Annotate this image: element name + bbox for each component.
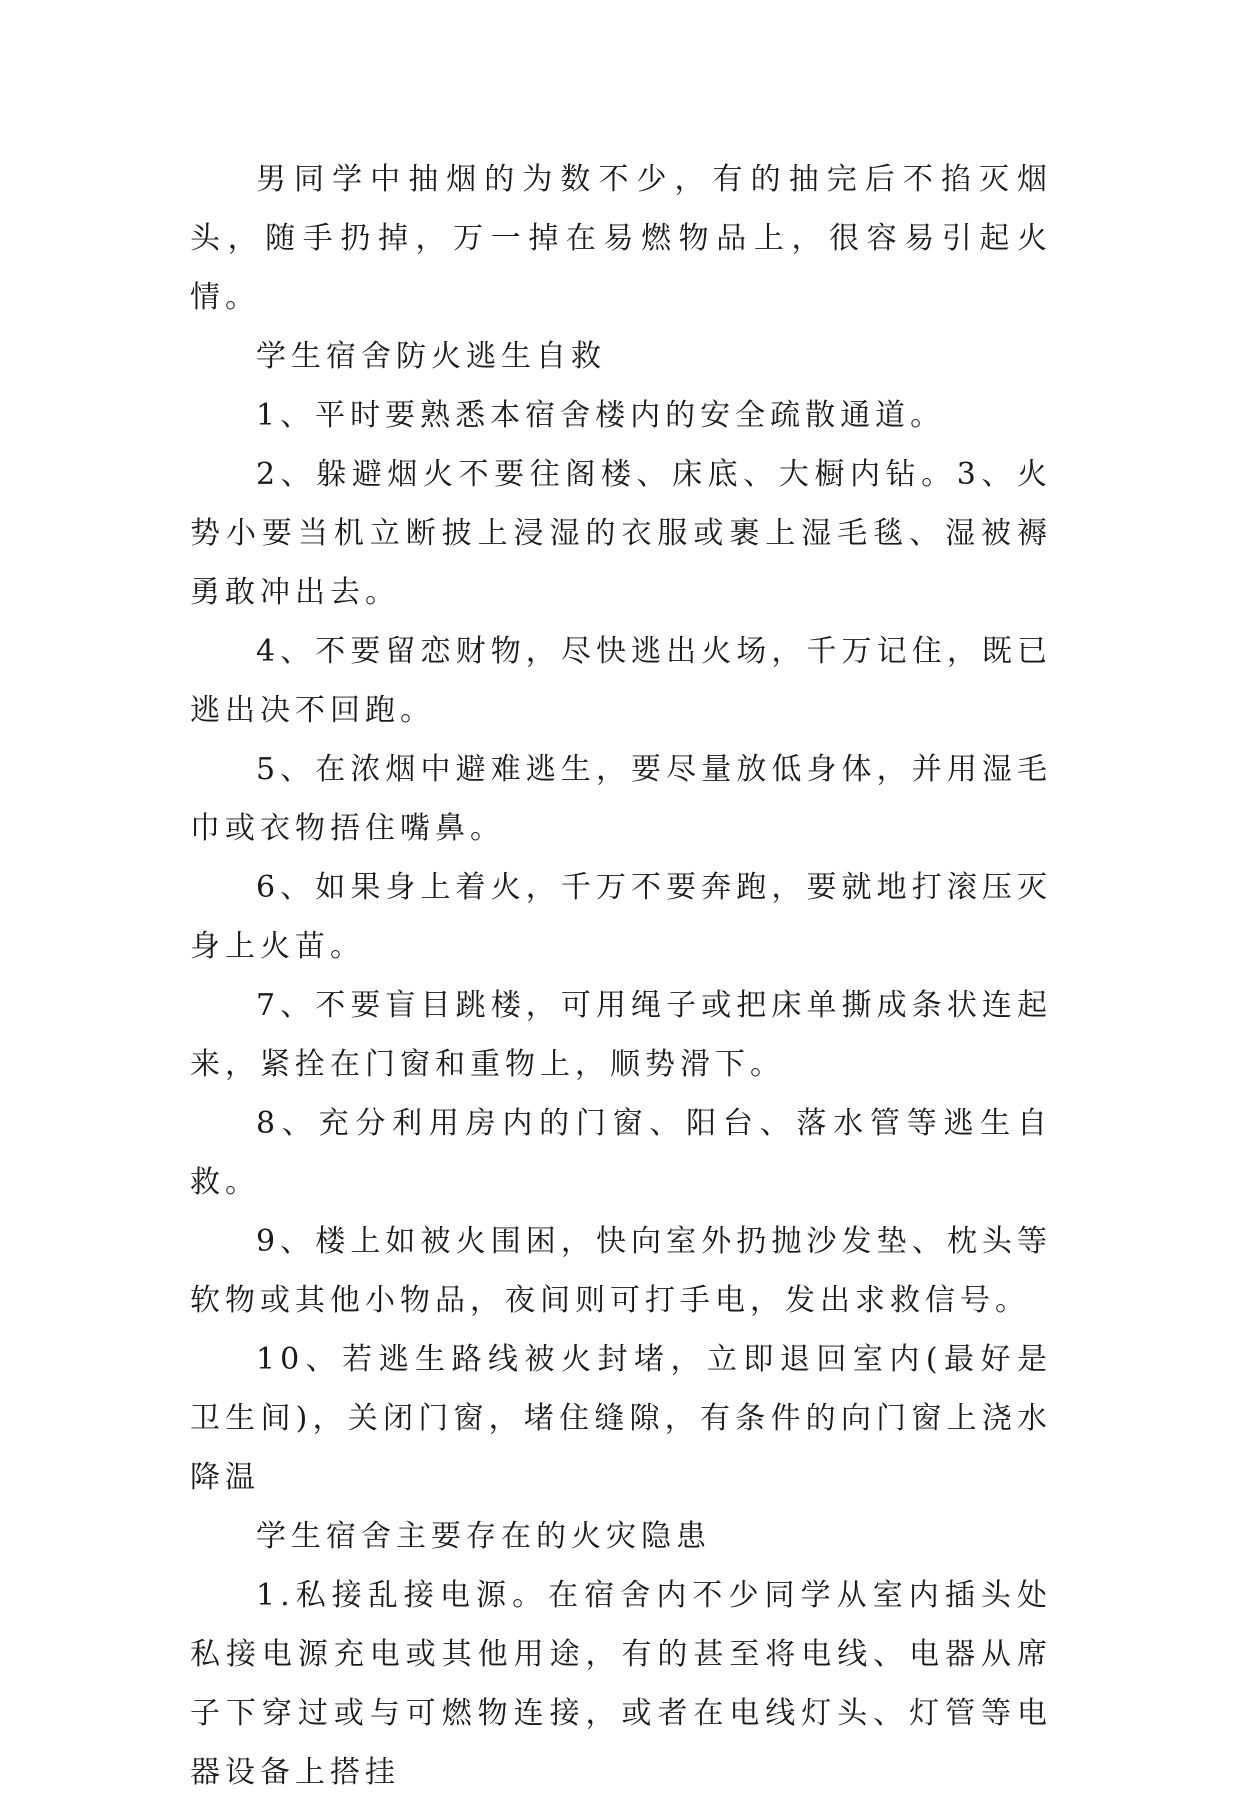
- paragraph-item-8: 8、充分利用房内的门窗、阳台、落水管等逃生自救。: [190, 1106, 1052, 1200]
- paragraph-hazard-1: 1.私接乱接电源。在宿舍内不少同学从室内插头处私接电源充电或其他用途，有的甚至将电线、电器从席子下穿过或与可燃物连接，或者在电线灯头、灯管等电器设备上搭挂: [190, 1578, 1052, 1790]
- paragraph-item-9: 9、楼上如被火围困，快向室外扔抛沙发垫、枕头等软物或其他小物品，夜间则可打手电，发出求救信号。: [190, 1224, 1052, 1318]
- paragraph-smoking: 男同学中抽烟的为数不少，有的抽完后不掐灭烟头，随手扔掉，万一掉在易燃物品上，很容易引起火情。: [190, 162, 1052, 315]
- heading-fire-hazards: 学生宿舍主要存在的火灾隐患: [256, 1519, 711, 1554]
- paragraph-item-7: 7、不要盲目跳楼，可用绳子或把床单撕成条状连起来，紧拴在门窗和重物上，顺势滑下。: [190, 988, 1052, 1082]
- document-page: [190, 150, 1052, 1802]
- paragraph-item-5: 5、在浓烟中避难逃生，要尽量放低身体，并用湿毛巾或衣物捂住嘴鼻。: [190, 752, 1052, 846]
- paragraph-item-6: 6、如果身上着火，千万不要奔跑，要就地打滚压灭身上火苗。: [190, 870, 1052, 964]
- paragraph-item-2-3: 2、躲避烟火不要往阁楼、床底、大橱内钻。3、火势小要当机立断披上浸湿的衣服或裹上湿毛毯、湿被褥勇敢冲出去。: [190, 457, 1052, 610]
- heading-escape-self-rescue: 学生宿舍防火逃生自救: [256, 339, 606, 374]
- paragraph-item-10: 10、若逃生路线被火封堵，立即退回室内(最好是卫生间)，关闭门窗，堵住缝隙，有条件的向门窗上浇水降温: [190, 1342, 1052, 1495]
- paragraph-item-4: 4、不要留恋财物，尽快逃出火场，千万记住，既已逃出决不回跑。: [190, 634, 1052, 728]
- paragraph-item-1: 1、平时要熟悉本宿舍楼内的安全疏散通道。: [256, 398, 946, 433]
